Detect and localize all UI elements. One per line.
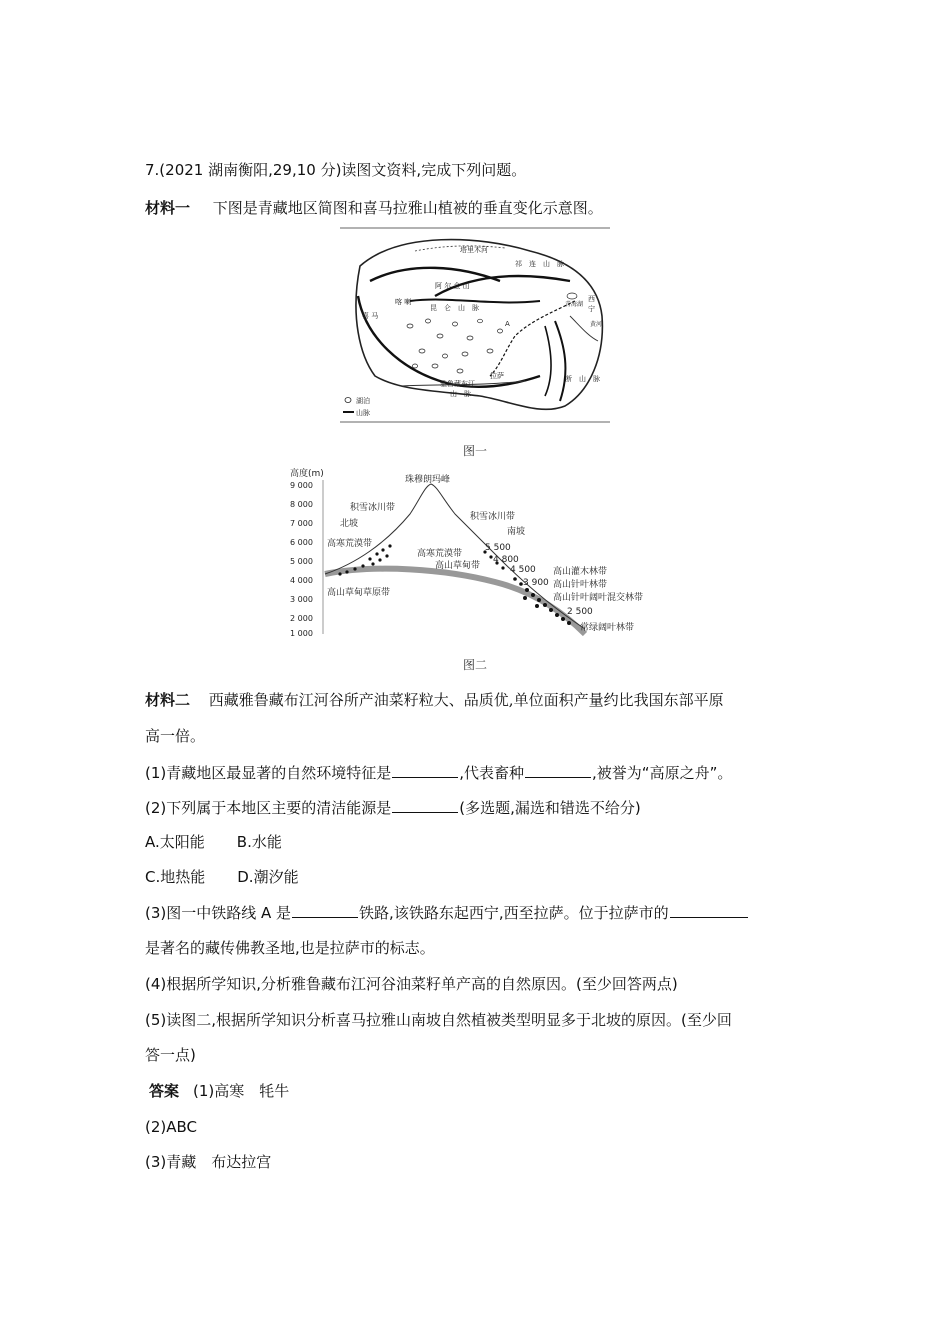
- material2: [145, 690, 724, 710]
- kunlun-inner: [410, 300, 540, 303]
- y-tick-label: 9 000: [290, 481, 313, 490]
- question-4: (4)根据所学知识,分析雅鲁藏布江河谷油菜籽单产高的自然原因。(至少回答两点): [145, 975, 678, 993]
- material2-label: 材料二: [145, 691, 191, 709]
- alt-3900-label: 3 900: [523, 578, 549, 588]
- label-lhasa: 拉萨: [490, 372, 504, 380]
- label-yellow-river: 黄河: [590, 321, 603, 328]
- label-ning: 宁: [588, 305, 595, 313]
- south-snow-label: 积雪冰川带: [470, 512, 516, 522]
- alt-4800-label: 4 800: [493, 555, 519, 565]
- railway-a: [490, 301, 575, 376]
- mixed-label: 高山针叶阔叶混交林带: [553, 593, 644, 603]
- north-desert-label: 高寒荒漠带: [327, 539, 373, 549]
- yellow-river: [570, 316, 598, 341]
- q2-part-a: (2)下列属于本地区主要的清洁能源是: [145, 799, 392, 817]
- label-tarim: 塔里木河: [460, 246, 488, 254]
- north-snow-label: 积雪冰川带: [350, 503, 396, 513]
- label-himalaya-h: 喜 马: [362, 312, 379, 320]
- figure1-caption: 图一: [463, 444, 488, 458]
- q3-part-a: (3)图一中铁路线 A 是: [145, 904, 292, 922]
- material1-label: 材料一: [145, 199, 191, 217]
- shrub-label: 高山灌木林带: [553, 567, 608, 577]
- question-3: [145, 902, 749, 923]
- lake-legend-icon: [345, 398, 351, 403]
- label-yarlung: 雅鲁藏布江: [440, 380, 475, 388]
- y-tick-label: 1 000: [290, 629, 313, 638]
- material2-line1: 西藏雅鲁藏布江河谷所产油菜籽粒大、品质优,单位面积产量约比我国东部平原: [208, 691, 724, 709]
- q3-part-c: 是著名的藏传佛教圣地,也是拉萨市的标志。: [145, 939, 435, 957]
- answer-2: (2)ABC: [145, 1118, 198, 1136]
- alt-2500-label: 2 500: [567, 607, 593, 617]
- options-row-1: [145, 832, 282, 852]
- figure2-caption: 图二: [463, 658, 488, 672]
- option-c: C.地热能: [145, 868, 206, 886]
- south-slope-label: 南坡: [507, 527, 526, 537]
- north-slope-label: 北坡: [340, 519, 359, 529]
- option-b: B.水能: [236, 833, 282, 851]
- figure2-diagram: [285, 464, 665, 644]
- label-a: A: [505, 320, 510, 328]
- options-row-2: [145, 867, 299, 887]
- q3-blank-1[interactable]: [292, 902, 358, 918]
- option-d: D.潮汐能: [237, 868, 299, 886]
- peak-label: 珠穆朗玛峰: [405, 475, 451, 485]
- alt-5500-label: 5 500: [485, 543, 511, 553]
- q3-blank-2[interactable]: [670, 902, 748, 918]
- option-a: A.太阳能: [145, 833, 205, 851]
- label-karakoram: 喀 喇: [395, 298, 412, 306]
- y-tick-label: 6 000: [290, 538, 313, 547]
- hengduan-range-2: [545, 326, 551, 396]
- q1-part-a: (1)青藏地区最显著的自然环境特征是: [145, 764, 392, 782]
- answer-1-text: (1)高寒 牦牛: [193, 1082, 290, 1100]
- label-xi: 西: [588, 295, 595, 303]
- q1-part-b: ,代表畜种: [459, 764, 525, 782]
- lake-legend-label: 湖泊: [356, 397, 370, 405]
- north-meadow-label: 高山草甸草原带: [327, 588, 391, 598]
- q2-part-b: (多选题,漏选和错选不给分): [459, 799, 641, 817]
- q1-blank-2[interactable]: [525, 762, 591, 778]
- question-intro: 7.(2021 湖南衡阳,29,10 分)读图文资料,完成下列问题。: [145, 161, 527, 179]
- q3-part-b: 铁路,该铁路东起西宁,西至拉萨。位于拉萨市的: [359, 904, 669, 922]
- answer-3: (3)青藏 布达拉宫: [145, 1153, 272, 1171]
- label-hengduan: 断 山 脉: [565, 375, 600, 383]
- y-tick-label: 8 000: [290, 500, 313, 509]
- evergreen-label: 常绿阔叶林带: [580, 623, 635, 633]
- hengduan-range: [555, 321, 565, 401]
- label-qinghai-lake: 青海湖: [565, 301, 584, 308]
- label-himalaya-mt: 山 脉: [450, 390, 471, 398]
- conifer-label: 高山针叶林带: [553, 580, 608, 590]
- question-5-line1: (5)读图二,根据所学知识分析喜马拉雅山南坡自然植被类型明显多于北坡的原因。(至少回: [145, 1011, 732, 1029]
- answer-label: 答案: [149, 1082, 180, 1100]
- material1: [145, 198, 603, 218]
- y-tick-label: 7 000: [290, 519, 313, 528]
- figure1-map: [340, 226, 610, 424]
- label-altun: 阿 尔 金 山: [435, 282, 470, 290]
- material1-text: 下图是青藏地区简图和喜马拉雅山植被的垂直变化示意图。: [212, 199, 603, 217]
- q1-part-c: ,被誉为“高原之舟”。: [592, 764, 733, 782]
- label-kunlun: 昆 仑 山 脉: [430, 304, 479, 312]
- label-qilian: 祁 连 山 脉: [515, 260, 564, 268]
- alt-4500-label: 4 500: [510, 565, 536, 575]
- south-meadow-label: 高山草甸带: [435, 561, 481, 571]
- question-2: [145, 797, 641, 818]
- y-tick-label: 4 000: [290, 576, 313, 585]
- y-tick-label: 5 000: [290, 557, 313, 566]
- y-tick-label: 2 000: [290, 614, 313, 623]
- y-axis-label: 高度(m): [290, 469, 324, 479]
- y-tick-label: 3 000: [290, 595, 313, 604]
- q2-blank[interactable]: [392, 797, 458, 813]
- south-desert-label: 高寒荒漠带: [417, 549, 463, 559]
- answer-1: [149, 1081, 289, 1101]
- q1-blank-1[interactable]: [392, 762, 458, 778]
- material2-line2: 高一倍。: [145, 727, 206, 745]
- mountain-legend-label: 山脉: [356, 409, 370, 417]
- question-1: [145, 762, 732, 783]
- question-5-line2: 答一点): [145, 1046, 196, 1064]
- y-ticks: [290, 481, 313, 638]
